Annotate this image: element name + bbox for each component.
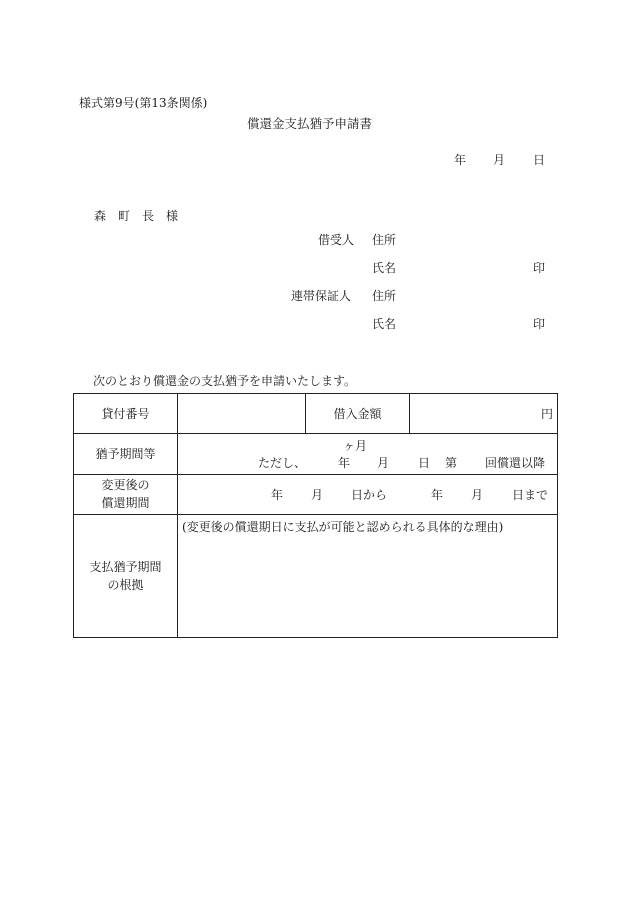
- basis-label-line2: の根拠: [107, 577, 144, 592]
- basis-note: (変更後の償還期日に支払が可能と認められる具体的な理由): [182, 519, 504, 534]
- from-day-unit: 日から: [351, 487, 388, 502]
- date-month-label: 月: [493, 153, 506, 167]
- borrower-address-label: 住所: [372, 233, 397, 247]
- changed-period-field[interactable]: [178, 474, 558, 514]
- grace-months-unit: ヶ月: [343, 439, 368, 454]
- grace-month-unit: 月: [377, 456, 390, 471]
- grace-period-label: 猶予期間等: [74, 434, 178, 474]
- form-number: 様式第9号(第13条関係): [79, 96, 208, 110]
- borrower-seal: 印: [533, 261, 546, 275]
- guarantor-name-label: 氏名: [372, 317, 397, 331]
- document-title: 償還金支払猶予申請書: [247, 116, 373, 131]
- guarantor-seal: 印: [533, 317, 546, 331]
- grace-year-unit: 年: [338, 456, 351, 471]
- basis-label: [74, 514, 178, 637]
- loan-amount-field[interactable]: [410, 394, 558, 434]
- from-year-unit: 年: [271, 487, 284, 502]
- grace-day-unit: 日: [418, 456, 431, 471]
- changed-period-label-line2: 償還期間: [101, 496, 150, 511]
- to-year-unit: 年: [431, 487, 444, 502]
- borrower-name-label: 氏名: [372, 261, 397, 275]
- grace-period-field[interactable]: [178, 434, 558, 474]
- from-month-unit: 月: [311, 487, 324, 502]
- changed-period-label-line1: 変更後の: [101, 478, 150, 493]
- basis-label-line1: 支払猶予期間: [89, 559, 162, 574]
- loan-amount-label: 借入金額: [306, 394, 410, 434]
- basis-field[interactable]: [178, 514, 558, 637]
- application-table: [73, 393, 558, 638]
- guarantor-label: 連帯保証人: [291, 289, 352, 303]
- guarantor-address-label: 住所: [372, 289, 397, 303]
- date-year-label: 年: [454, 153, 467, 167]
- to-month-unit: 月: [471, 487, 484, 502]
- grace-nth-prefix: 第: [445, 456, 458, 471]
- borrower-label: 借受人: [318, 233, 355, 247]
- loan-number-field[interactable]: [178, 394, 306, 434]
- to-day-unit: 日まで: [512, 487, 549, 502]
- intro-text: 次のとおり償還金の支払猶予を申請いたします。: [93, 374, 357, 388]
- grace-proviso: ただし、: [258, 456, 307, 471]
- grace-after-suffix: 回償還以降: [485, 456, 546, 471]
- addressee: 森 町 長 様: [94, 209, 179, 223]
- yen-unit: 円: [540, 407, 553, 422]
- loan-number-label: 貸付番号: [74, 394, 178, 434]
- changed-period-label: [74, 474, 178, 514]
- date-day-label: 日: [533, 153, 546, 167]
